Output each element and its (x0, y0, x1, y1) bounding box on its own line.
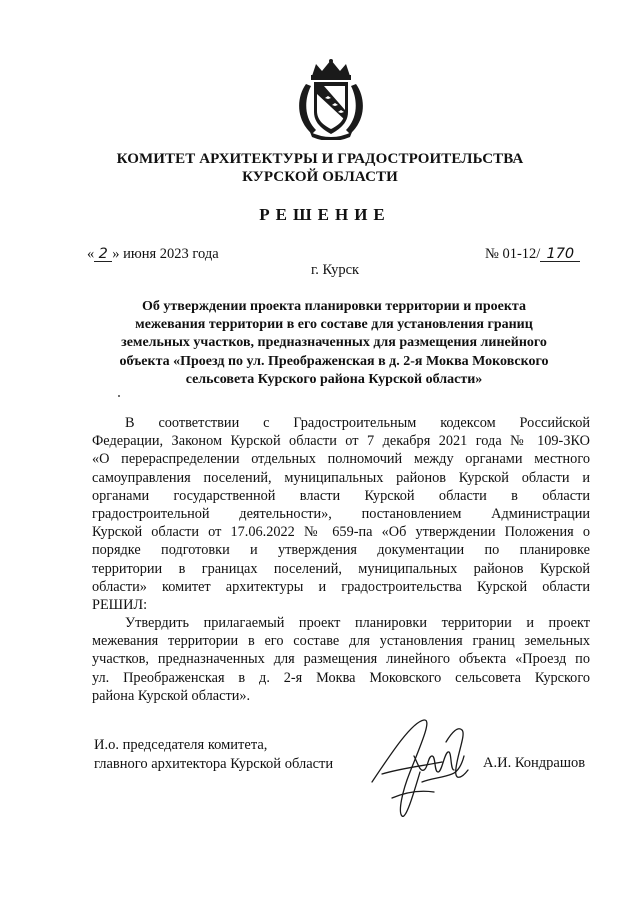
title-line: Об утверждении проекта планировки территории и проекта (142, 299, 526, 314)
body-line: Курской области от 17.06.2022 № 659-па «Об утверждении Положения о (92, 524, 590, 541)
body-line: градостроительной деятельности», постановлением Администрации (92, 505, 590, 522)
date-day-handwritten: 2 (94, 248, 112, 262)
body-line: В соответствии с Градостроительным кодексом Российской (125, 415, 590, 431)
title-line: сельсовета Курского района Курской области» (185, 371, 483, 387)
body-line: порядке подготовки и утверждения документации по планировке (92, 542, 590, 559)
body-line: самоуправления поселений, муниципальных районов Курской области и (92, 469, 590, 486)
body-line: области» комитет архитектуры и градостроительства Курской области (92, 578, 590, 595)
document-number (485, 246, 580, 263)
stray-dot (118, 395, 120, 397)
signatory-position (94, 736, 333, 773)
document-date (87, 246, 219, 263)
document-type-heading: РЕШЕНИЕ (259, 205, 391, 224)
body-line: РЕШИЛ: (92, 596, 148, 613)
body-line: района Курской области». (92, 687, 251, 704)
body-line: ул. Преображенская в д. 2-я Моква Моковского сельсовета Курского (92, 669, 590, 686)
handwritten-signature-icon (362, 712, 482, 824)
body-line: органами государственной власти Курской области в области (92, 487, 590, 504)
body-line: Федерации, Законом Курской области от 7 декабря 2021 года № 109-ЗКО (92, 433, 590, 450)
document-number-prefix: № 01-12/ (485, 246, 541, 262)
body-line: Утвердить прилагаемый проект планировки территории и проект (125, 615, 590, 632)
title-line: объекта «Проезд по ул. Преображенская в д. 2-я Моква Моковского (119, 353, 549, 369)
decision-title (100, 298, 568, 389)
document-number-handwritten: 170 (540, 248, 580, 262)
title-line: межевания территории в его составе для установления границ (135, 317, 533, 333)
organization-name-line1: КОМИТЕТ АРХИТЕКТУРЫ И ГРАДОСТРОИТЕЛЬСТВА (116, 151, 524, 167)
body-line: межевания территории в его составе для установления границ земельных (92, 633, 590, 650)
body-line: участков, предназначенных для размещения линейного объекта «Проезд по (92, 651, 590, 668)
date-month-year: » июня 2023 года (112, 246, 219, 262)
signatory-position-line1: И.о. председателя комитета, (94, 737, 268, 753)
organization-name-line2: КУРСКОЙ ОБЛАСТИ (242, 169, 398, 185)
decision-body (92, 414, 590, 705)
date-open-quote: « (87, 246, 95, 262)
signatory-position-line2: главного архитектора Курской области (94, 755, 334, 772)
document-city: г. Курск (310, 262, 360, 278)
title-line: земельных участков, предназначенных для размещения линейного (121, 335, 547, 351)
body-line: «О перераспределении отдельных полномочий между органами местного (92, 451, 590, 468)
body-line: территории в границах поселений, муниципальных районов Курской (92, 560, 590, 577)
kursk-coat-of-arms-icon (292, 58, 370, 140)
signatory-name: А.И. Кондрашов (483, 755, 586, 771)
